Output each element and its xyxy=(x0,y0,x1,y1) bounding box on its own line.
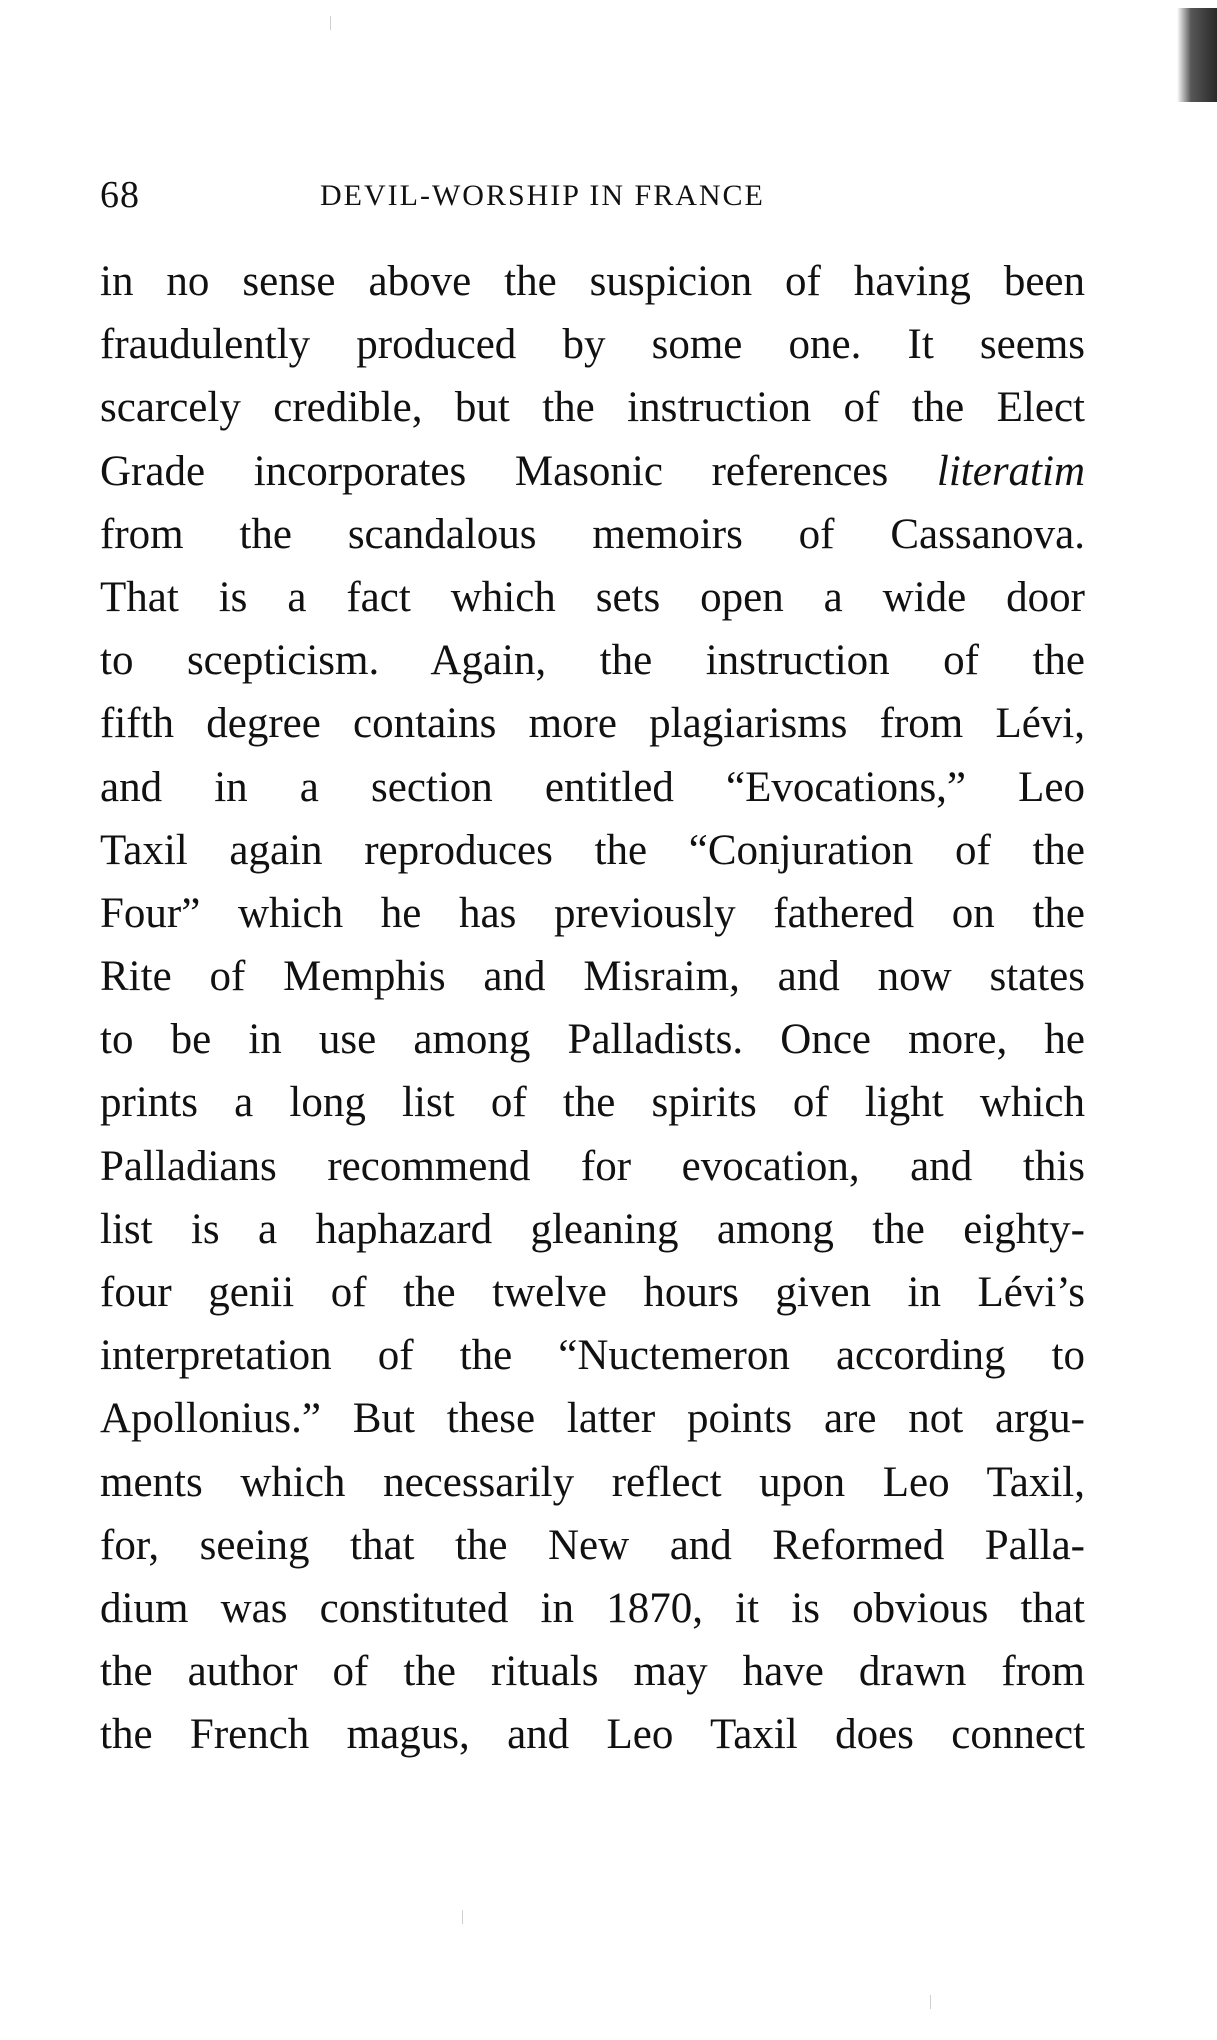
running-head: DEVIL-WORSHIP IN FRANCE xyxy=(320,179,765,212)
text-line-1: in no sense above the suspicion of having been xyxy=(100,258,1085,305)
text-line-8: fifth degree contains more plagiarisms from Lévi, xyxy=(100,700,1085,748)
text-line-3: scarcely credible, but the instruction of the Elect xyxy=(100,384,1085,432)
text-line-22: dium was constituted in 1870, it is obvious that xyxy=(100,1584,1085,1632)
scan-mark xyxy=(930,1995,931,2009)
text-line-13: to be in use among Palladists. Once more, he xyxy=(100,1016,1085,1064)
text-line-15: Palladians recommend for evocation, and this xyxy=(100,1142,1085,1190)
page-number: 68 xyxy=(100,174,140,216)
page-edge-mark xyxy=(1177,8,1217,102)
text-line-4 xyxy=(100,440,1085,503)
text-line-4-main: Grade incorporates Masonic references xyxy=(100,447,889,495)
text-line-20: ments which necessarily reflect upon Leo Taxil, xyxy=(100,1458,1085,1506)
scan-mark xyxy=(330,16,331,30)
text-line-18: interpretation of the “Nuctemeron according to xyxy=(100,1332,1085,1380)
text-line-10: Taxil again reproduces the “Conjuration of the xyxy=(100,826,1085,874)
text-line-21: for, seeing that the New and Reformed Palla- xyxy=(100,1521,1085,1569)
text-line-7: to scepticism. Again, the instruction of the xyxy=(100,637,1085,685)
text-line-2: fraudulently produced by some one. It seems xyxy=(100,321,1085,369)
text-line-6: That is a fact which sets open a wide door xyxy=(100,573,1085,621)
body-text xyxy=(100,250,1085,1767)
text-line-5: from the scandalous memoirs of Cassanova. xyxy=(100,510,1085,558)
text-line-17: four genii of the twelve hours given in Lévi’s xyxy=(100,1269,1085,1316)
text-line-12: Rite of Memphis and Misraim, and now states xyxy=(100,953,1085,1001)
text-line-11: Four” which he has previously fathered on the xyxy=(100,889,1085,937)
text-line-9: and in a section entitled “Evocations,” Leo xyxy=(100,763,1085,811)
scan-mark xyxy=(462,1910,463,1924)
text-line-19: Apollonius.” But these latter points are not argu- xyxy=(100,1395,1085,1443)
text-line-24: the French magus, and Leo Taxil does connect xyxy=(100,1711,1085,1759)
text-line-14: prints a long list of the spirits of light which xyxy=(100,1079,1085,1127)
italic-word-literatim: literatim xyxy=(936,447,1085,495)
text-line-23: the author of the rituals may have drawn from xyxy=(100,1648,1085,1696)
text-line-16: list is a haphazard gleaning among the eighty- xyxy=(100,1205,1085,1253)
page-header xyxy=(100,166,1085,226)
